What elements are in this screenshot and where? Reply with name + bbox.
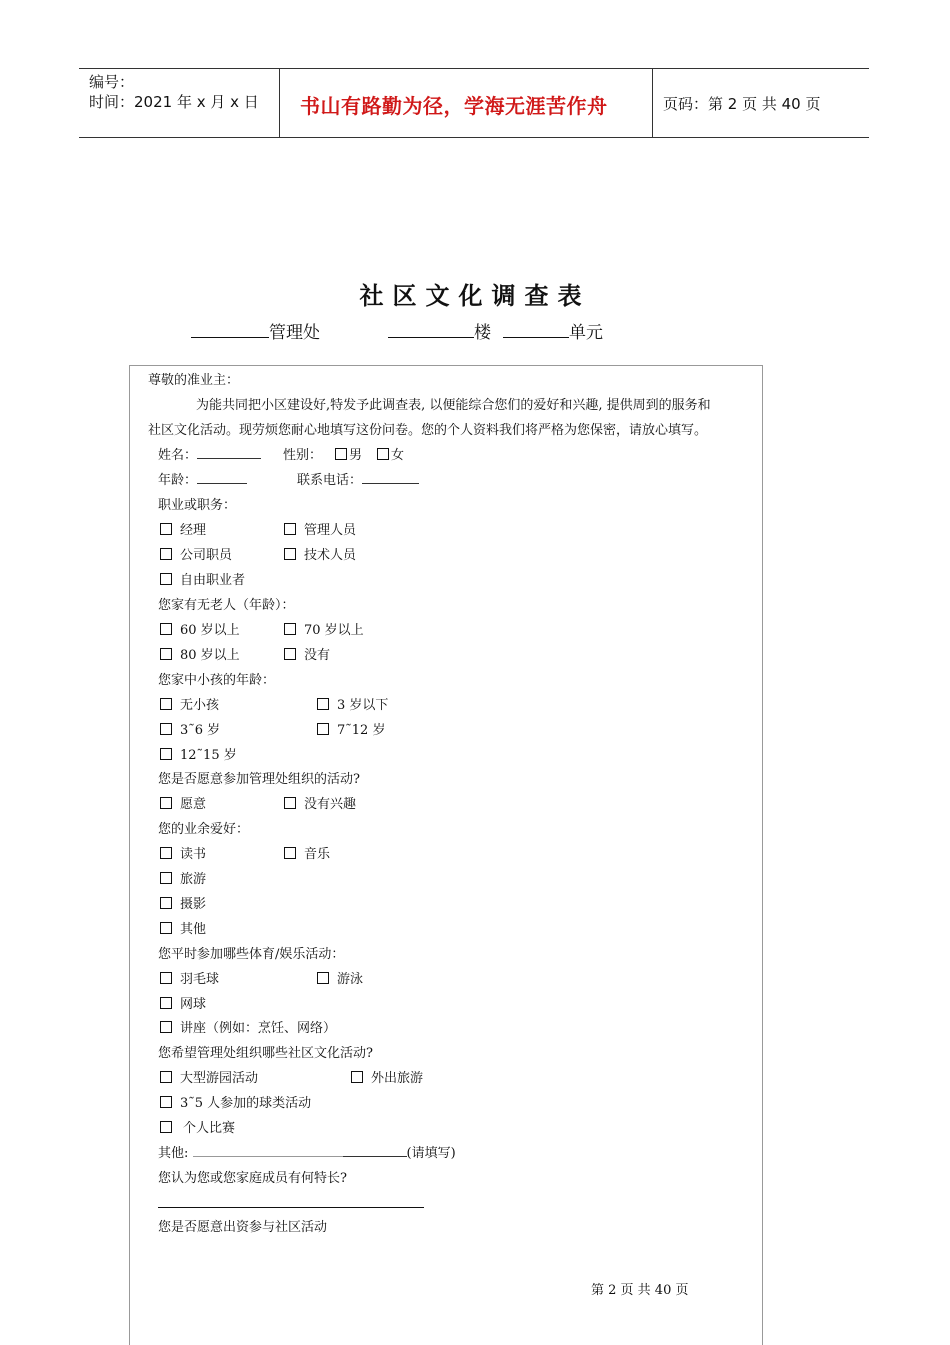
children-option[interactable]: 3˜6 岁 <box>160 719 220 738</box>
phone-input[interactable] <box>362 471 419 484</box>
question-activities: 您希望管理处组织哪些社区文化活动? <box>158 1046 373 1061</box>
motto-text: 书山有路勤为径，学海无涯苦作舟 <box>300 94 608 118</box>
checkbox-icon[interactable] <box>160 623 172 635</box>
question-sports: 您平时参加哪些体育/娱乐活动： <box>158 947 345 962</box>
name-input[interactable] <box>197 446 261 459</box>
sports-option[interactable]: 网球 <box>160 993 206 1012</box>
sports-option[interactable]: 羽毛球 <box>160 968 219 987</box>
other-label: 其他: <box>158 1146 189 1161</box>
form-title: 社区文化调查表 <box>359 282 591 310</box>
checkbox-icon[interactable] <box>317 698 329 710</box>
checkbox-icon[interactable] <box>160 648 172 660</box>
building-field <box>388 318 491 343</box>
header-left-cell <box>79 69 280 137</box>
header-motto-cell <box>280 69 653 137</box>
other-input[interactable] <box>193 1144 343 1157</box>
hobby-option[interactable]: 旅游 <box>160 868 206 887</box>
children-option[interactable]: 无小孩 <box>160 694 219 713</box>
sports-option[interactable]: 讲座（例如：烹饪、网络） <box>160 1017 336 1036</box>
age-input[interactable] <box>197 471 247 484</box>
checkbox-icon[interactable] <box>160 1071 172 1083</box>
question-willing: 您是否愿意参加管理处组织的活动? <box>158 772 360 787</box>
unit-field <box>503 318 603 343</box>
willing-option[interactable]: 没有兴趣 <box>284 793 356 812</box>
checkbox-icon[interactable] <box>284 523 296 535</box>
header-page-cell <box>653 69 869 137</box>
greeting: 尊敬的准业主： <box>148 373 240 388</box>
office-field <box>191 318 320 343</box>
activity-option[interactable]: 大型游园活动 <box>160 1067 258 1086</box>
checkbox-icon[interactable] <box>160 897 172 909</box>
checkbox-icon[interactable] <box>160 1021 172 1033</box>
checkbox-icon[interactable] <box>160 573 172 585</box>
building-blank[interactable] <box>388 319 474 338</box>
checkbox-icon[interactable] <box>284 797 296 809</box>
checkbox-icon[interactable] <box>160 872 172 884</box>
question-hobby: 您的业余爱好： <box>158 822 250 837</box>
other-input-extension[interactable] <box>343 1144 407 1157</box>
age-label: 年龄： <box>158 473 198 488</box>
name-label: 姓名： <box>158 448 198 463</box>
question-specialty: 您认为您或您家庭成员有何特长? <box>158 1171 347 1186</box>
children-option[interactable]: 12˜15 岁 <box>160 744 237 763</box>
question-elderly: 您家有无老人（年龄）： <box>158 598 295 613</box>
office-label: 管理处 <box>269 323 320 343</box>
checkbox-icon[interactable] <box>160 698 172 710</box>
checkbox-icon[interactable] <box>335 448 347 460</box>
checkbox-icon[interactable] <box>284 548 296 560</box>
checkbox-icon[interactable] <box>284 648 296 660</box>
question-children: 您家中小孩的年龄： <box>158 673 276 688</box>
question-job: 职业或职务： <box>158 498 237 513</box>
checkbox-icon[interactable] <box>160 922 172 934</box>
checkbox-icon[interactable] <box>160 723 172 735</box>
intro-line-2: 社区文化活动。现劳烦您耐心地填写这份问卷。您的个人资料我们将严格为您保密，请放心填写。 <box>148 423 708 438</box>
elderly-option[interactable]: 没有 <box>284 644 330 663</box>
checkbox-icon[interactable] <box>284 847 296 859</box>
intro-line-1: 为能共同把小区建设好,特发予此调查表, 以便能综合您们的爱好和兴趣, 提供周到的服务和 <box>196 398 711 413</box>
children-option[interactable]: 3 岁以下 <box>317 694 388 713</box>
unit-label: 单元 <box>569 323 603 343</box>
job-option[interactable]: 经理 <box>160 519 206 538</box>
job-option[interactable]: 技术人员 <box>284 544 356 563</box>
specialty-answer-line[interactable] <box>158 1207 424 1208</box>
checkbox-icon[interactable] <box>160 847 172 859</box>
checkbox-icon[interactable] <box>160 748 172 760</box>
gender-female-option[interactable]: 女 <box>377 444 404 463</box>
number-label: 编号： <box>89 73 135 91</box>
name-field <box>158 444 261 463</box>
question-fund: 您是否愿意出资参与社区活动 <box>158 1220 328 1235</box>
checkbox-icon[interactable] <box>317 972 329 984</box>
checkbox-icon[interactable] <box>160 548 172 560</box>
job-option[interactable]: 自由职业者 <box>160 569 245 588</box>
children-option[interactable]: 7˜12 岁 <box>317 719 385 738</box>
sports-option[interactable]: 游泳 <box>317 968 363 987</box>
hobby-option[interactable]: 读书 <box>160 843 206 862</box>
willing-option[interactable]: 愿意 <box>160 793 206 812</box>
gender-male-option[interactable]: 男 <box>335 444 362 463</box>
activity-option[interactable]: 3˜5 人参加的球类活动 <box>160 1092 311 1111</box>
other-hint: (请填写) <box>406 1146 456 1161</box>
elderly-option[interactable]: 60 岁以上 <box>160 619 240 638</box>
gender-label: 性别： <box>283 448 323 463</box>
activity-option[interactable]: 个人比赛 <box>160 1117 235 1136</box>
page-info: 页码：第 2 页 共 40 页 <box>663 95 821 113</box>
activity-option[interactable]: 外出旅游 <box>351 1067 423 1086</box>
unit-blank[interactable] <box>503 319 569 338</box>
checkbox-icon[interactable] <box>160 797 172 809</box>
age-field <box>158 469 247 488</box>
checkbox-icon[interactable] <box>160 523 172 535</box>
checkbox-icon[interactable] <box>284 623 296 635</box>
other-field <box>158 1142 456 1161</box>
hobby-option[interactable]: 音乐 <box>284 843 330 862</box>
phone-field <box>297 469 419 488</box>
header-table <box>79 68 869 138</box>
checkbox-icon[interactable] <box>160 972 172 984</box>
page-footer: 第 2 页 共 40 页 <box>591 1283 689 1298</box>
checkbox-icon[interactable] <box>160 1121 172 1133</box>
office-blank[interactable] <box>191 319 269 338</box>
checkbox-icon[interactable] <box>351 1071 363 1083</box>
hobby-option[interactable]: 摄影 <box>160 893 206 912</box>
time-label: 时间：2021 年 x 月 x 日 <box>89 93 259 111</box>
hobby-option[interactable]: 其他 <box>160 918 206 937</box>
checkbox-icon[interactable] <box>160 997 172 1009</box>
checkbox-icon[interactable] <box>317 723 329 735</box>
job-option[interactable]: 公司职员 <box>160 544 232 563</box>
building-label: 楼 <box>474 323 491 343</box>
job-option[interactable]: 管理人员 <box>284 519 356 538</box>
phone-label: 联系电话： <box>297 473 363 488</box>
checkbox-icon[interactable] <box>160 1096 172 1108</box>
checkbox-icon[interactable] <box>377 448 389 460</box>
elderly-option[interactable]: 70 岁以上 <box>284 619 364 638</box>
elderly-option[interactable]: 80 岁以上 <box>160 644 240 663</box>
